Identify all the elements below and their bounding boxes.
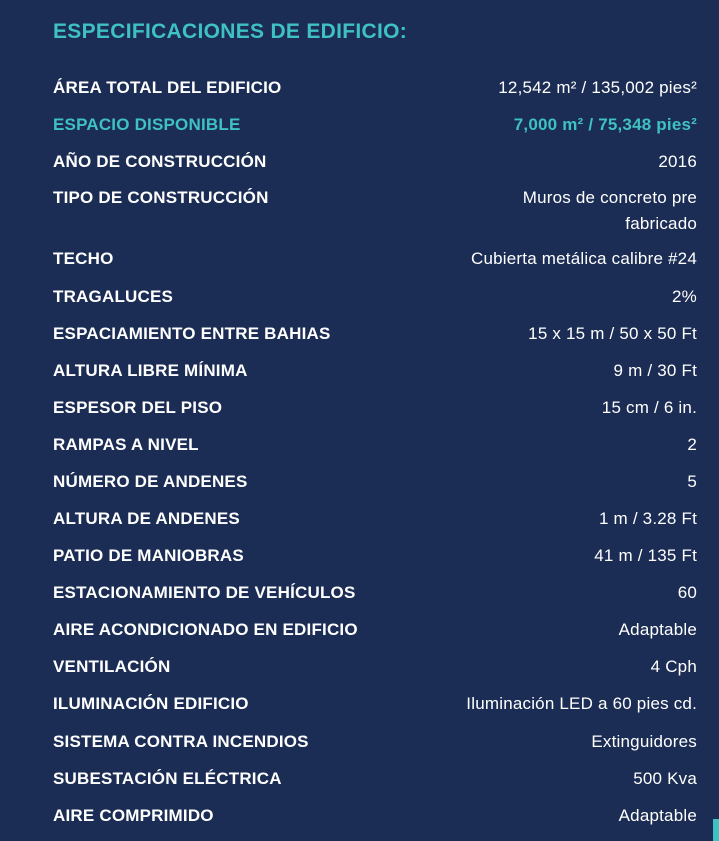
- spec-label: SISTEMA CONTRA INCENDIOS: [53, 732, 309, 751]
- spec-row-aire-acondicionado: [53, 617, 697, 643]
- spec-label: ÁREA TOTAL DEL EDIFICIO: [53, 78, 282, 97]
- spec-row-espacio-disponible: [53, 112, 697, 138]
- spec-value: Adaptable: [618, 620, 697, 639]
- spec-label: ILUMINACIÓN EDIFICIO: [53, 694, 249, 713]
- spec-row-aire-comprimido: [53, 803, 697, 829]
- spec-row-espaciamiento-bahias: [53, 321, 697, 347]
- spec-label: ALTURA DE ANDENES: [53, 509, 240, 528]
- spec-label: AÑO DE CONSTRUCCIÓN: [53, 152, 267, 171]
- spec-row-subestacion: [53, 766, 697, 792]
- spec-value: 15 x 15 m / 50 x 50 Ft: [528, 324, 697, 343]
- spec-row-tipo-construccion: [53, 185, 697, 237]
- spec-row-ano-construccion: [53, 149, 697, 175]
- spec-value: 41 m / 135 Ft: [594, 546, 697, 565]
- spec-row-altura-andenes: [53, 506, 697, 532]
- spec-value: Extinguidores: [591, 732, 697, 751]
- spec-value: 15 cm / 6 in.: [601, 398, 697, 417]
- spec-row-numero-andenes: [53, 469, 697, 495]
- spec-value: Iluminación LED a 60 pies cd.: [466, 694, 697, 713]
- spec-label: AIRE ACONDICIONADO EN EDIFICIO: [53, 620, 358, 639]
- spec-value: Muros de concreto pre fabricado: [522, 188, 697, 233]
- spec-label: PATIO DE MANIOBRAS: [53, 546, 244, 565]
- spec-row-altura-libre: [53, 358, 697, 384]
- corner-accent-bar: [713, 819, 719, 841]
- spec-row-patio-maniobras: [53, 543, 697, 569]
- spec-row-iluminacion: [53, 691, 697, 717]
- spec-label: SUBESTACIÓN ELÉCTRICA: [53, 769, 282, 788]
- spec-value: 4 Cph: [650, 657, 697, 676]
- spec-row-area-total: [53, 75, 697, 101]
- spec-label: TIPO DE CONSTRUCCIÓN: [53, 188, 269, 207]
- spec-value: 500 Kva: [633, 769, 697, 788]
- spec-row-espesor-piso: [53, 395, 697, 421]
- spec-value: 60: [677, 583, 697, 602]
- spec-row-ventilacion: [53, 654, 697, 680]
- spec-value: 2: [687, 435, 697, 454]
- spec-value: 12,542 m² / 135,002 pies²: [498, 78, 697, 97]
- spec-label: TECHO: [53, 249, 114, 268]
- spec-value: 7,000 m² / 75,348 pies²: [513, 115, 697, 134]
- spec-label: VENTILACIÓN: [53, 657, 171, 676]
- spec-label: RAMPAS A NIVEL: [53, 435, 199, 454]
- spec-label: ESPACIO DISPONIBLE: [53, 115, 241, 134]
- spec-value: 1 m / 3.28 Ft: [598, 509, 697, 528]
- spec-label: ALTURA LIBRE MÍNIMA: [53, 361, 248, 380]
- spec-row-techo: [53, 246, 697, 272]
- spec-label: ESTACIONAMIENTO DE VEHÍCULOS: [53, 583, 356, 602]
- spec-value: 2016: [658, 152, 697, 171]
- spec-label: NÚMERO DE ANDENES: [53, 472, 248, 491]
- spec-row-tragaluces: [53, 284, 697, 310]
- specifications-list: [53, 0, 697, 841]
- spec-row-sistema-incendios: [53, 729, 697, 755]
- spec-value: 2%: [672, 287, 697, 306]
- spec-row-estacionamiento: [53, 580, 697, 606]
- spec-value: Cubierta metálica calibre #24: [471, 249, 697, 268]
- spec-label: AIRE COMPRIMIDO: [53, 806, 214, 825]
- spec-label: TRAGALUCES: [53, 287, 174, 306]
- spec-value: 9 m / 30 Ft: [613, 361, 697, 380]
- spec-value: 5: [687, 472, 697, 491]
- page-title: ESPECIFICACIONES DE EDIFICIO:: [53, 20, 408, 43]
- spec-label: ESPESOR DEL PISO: [53, 398, 223, 417]
- spec-label: ESPACIAMIENTO ENTRE BAHIAS: [53, 324, 331, 343]
- spec-value: Adaptable: [618, 806, 697, 825]
- spec-row-rampas-nivel: [53, 432, 697, 458]
